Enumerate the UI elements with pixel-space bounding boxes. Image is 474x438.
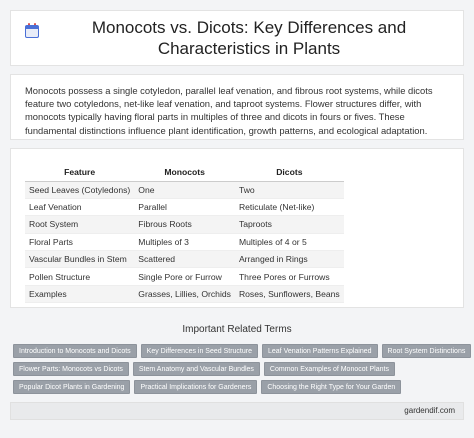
table-cell: Multiples of 3 bbox=[134, 233, 235, 250]
table-cell: Examples bbox=[25, 285, 134, 302]
tag-link[interactable]: Introduction to Monocots and Dicots bbox=[13, 344, 137, 358]
related-terms-tags bbox=[13, 344, 466, 398]
column-header-dicots: Dicots bbox=[235, 163, 344, 181]
table-row bbox=[25, 268, 344, 285]
column-header-feature: Feature bbox=[25, 163, 134, 181]
tag-link[interactable]: Leaf Venation Patterns Explained bbox=[262, 344, 378, 358]
table-cell: Three Pores or Furrows bbox=[235, 268, 344, 285]
site-name[interactable]: gardendif.com bbox=[404, 406, 455, 415]
title-wrap bbox=[11, 17, 463, 59]
table-row bbox=[25, 216, 344, 233]
table-cell: Leaf Venation bbox=[25, 198, 134, 215]
table-row bbox=[25, 198, 344, 215]
related-terms-heading: Important Related Terms bbox=[182, 324, 292, 335]
footer-bar bbox=[10, 402, 464, 420]
table-row bbox=[25, 285, 344, 302]
table-header-row bbox=[25, 163, 344, 181]
tag-link[interactable]: Popular Dicot Plants in Gardening bbox=[13, 380, 130, 394]
table-cell: Reticulate (Net-like) bbox=[235, 198, 344, 215]
column-header-monocots: Monocots bbox=[134, 163, 235, 181]
table-cell: One bbox=[134, 181, 235, 198]
table-cell: Arranged in Rings bbox=[235, 251, 344, 268]
tag-row bbox=[13, 380, 463, 394]
comparison-table bbox=[25, 163, 344, 303]
table-row bbox=[25, 181, 344, 198]
table-cell: Parallel bbox=[134, 198, 235, 215]
table-cell: Seed Leaves (Cotyledons) bbox=[25, 181, 134, 198]
tag-link[interactable]: Stem Anatomy and Vascular Bundles bbox=[133, 362, 260, 376]
tag-link[interactable]: Common Examples of Monocot Plants bbox=[264, 362, 395, 376]
tag-link[interactable]: Key Differences in Seed Structure bbox=[141, 344, 258, 358]
table-cell: Grasses, Lillies, Orchids bbox=[134, 285, 235, 302]
table-cell: Vascular Bundles in Stem bbox=[25, 251, 134, 268]
table-cell: Single Pore or Furrow bbox=[134, 268, 235, 285]
table-cell: Pollen Structure bbox=[25, 268, 134, 285]
intro-paragraph: Monocots possess a single cotyledon, parallel leaf venation, and fibrous root systems, while dicots feature two cotyledons, net-like leaf venation, and taproot systems. Flower structures differ, with monocots typically having floral parts in multiples of three and dicots in fours or fives. These fundamental distinctions influence plant identification, growth patterns, and ecological adaptation. bbox=[10, 74, 464, 140]
header-card bbox=[10, 10, 464, 66]
table-cell: Root System bbox=[25, 216, 134, 233]
table-cell: Fibrous Roots bbox=[134, 216, 235, 233]
table-cell: Scattered bbox=[134, 251, 235, 268]
table-cell: Taproots bbox=[235, 216, 344, 233]
table-cell: Roses, Sunflowers, Beans bbox=[235, 285, 344, 302]
table-cell: Multiples of 4 or 5 bbox=[235, 233, 344, 250]
comparison-table-card bbox=[10, 148, 464, 308]
table-cell: Floral Parts bbox=[25, 233, 134, 250]
tag-row bbox=[13, 362, 463, 376]
table-row bbox=[25, 251, 344, 268]
tag-link[interactable]: Choosing the Right Type for Your Garden bbox=[261, 380, 401, 394]
tag-link[interactable]: Root System Distinctions bbox=[382, 344, 472, 358]
tag-link[interactable]: Flower Parts: Monocots vs Dicots bbox=[13, 362, 129, 376]
table-row bbox=[25, 233, 344, 250]
tag-row bbox=[13, 344, 466, 358]
tag-link[interactable]: Practical Implications for Gardeners bbox=[134, 380, 257, 394]
page-title: Monocots vs. Dicots: Key Differences and Characteristics in Plants bbox=[91, 18, 407, 58]
table-cell: Two bbox=[235, 181, 344, 198]
calendar-icon bbox=[25, 23, 39, 38]
